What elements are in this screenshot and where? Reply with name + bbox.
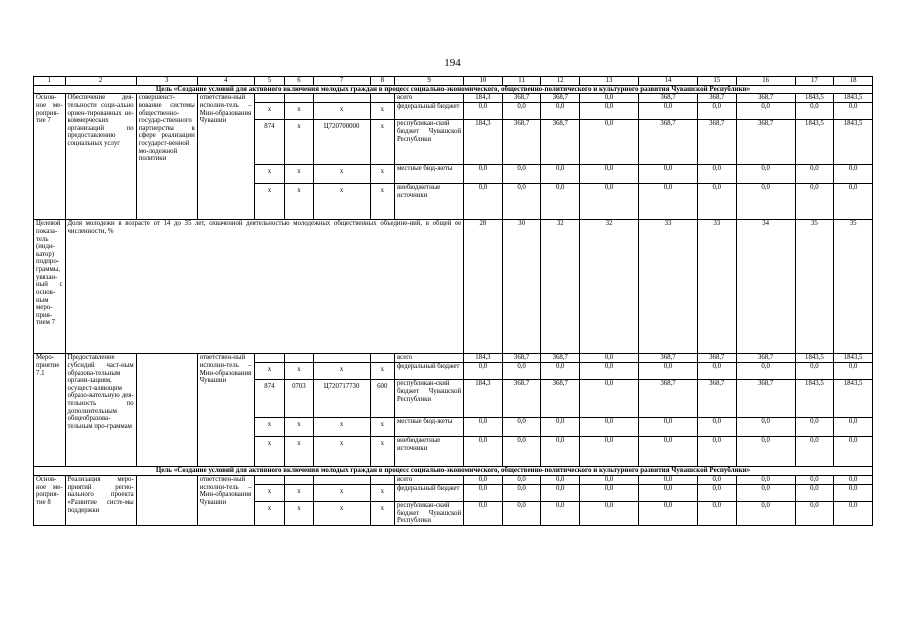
column-number: 9 — [394, 77, 463, 86]
indicator-value: 33 — [639, 220, 698, 354]
funding-row — [34, 476, 873, 485]
amount-cell: 0,0 — [639, 502, 698, 526]
column-number: 6 — [285, 77, 313, 86]
budget-code: x — [254, 103, 285, 120]
amount-cell: 0,0 — [541, 485, 580, 502]
budget-code: x — [313, 485, 370, 502]
amount-cell: 0,0 — [795, 476, 834, 485]
measure-name: Предоставление субсидий част-ным образова-тельным органи-зациям, осущест-вляющим образо-вательную дея-тельность по дополнительным общеобразова-тельным про-граммам — [65, 354, 136, 467]
amount-cell: 0,0 — [541, 103, 580, 120]
funding-source: всего — [394, 94, 463, 103]
budget-code: x — [313, 363, 370, 380]
amount-cell: 368,7 — [541, 354, 580, 363]
indicator-value: 32 — [580, 220, 639, 354]
budget-code: 874 — [254, 120, 285, 165]
amount-cell: 0,0 — [697, 476, 736, 485]
indicator-value: 30 — [502, 220, 541, 354]
amount-cell: 0,0 — [541, 363, 580, 380]
amount-cell: 1843,5 — [834, 120, 873, 165]
page-number: 194 — [444, 57, 461, 69]
amount-cell: 368,7 — [639, 354, 698, 363]
amount-cell: 0,0 — [541, 437, 580, 467]
amount-cell: 184,3 — [464, 120, 503, 165]
budget-code — [285, 354, 313, 363]
budget-code: x — [370, 485, 394, 502]
funding-source: всего — [394, 476, 463, 485]
budget-code: x — [313, 184, 370, 220]
budget-code: x — [370, 184, 394, 220]
amount-cell: 0,0 — [697, 184, 736, 220]
measure-name: Реализация меро-приятий регио-нального проекта «Развитие систе-мы поддержки — [65, 476, 136, 526]
goal-row — [34, 467, 873, 476]
amount-cell: 0,0 — [639, 363, 698, 380]
amount-cell: 1843,5 — [795, 380, 834, 418]
funding-row — [34, 354, 873, 363]
amount-cell: 0,0 — [834, 485, 873, 502]
amount-cell: 0,0 — [639, 418, 698, 437]
amount-cell: 0,0 — [464, 476, 503, 485]
amount-cell: 0,0 — [639, 165, 698, 184]
column-number: 11 — [502, 77, 541, 86]
amount-cell: 0,0 — [464, 418, 503, 437]
amount-cell: 0,0 — [697, 363, 736, 380]
column-number: 12 — [541, 77, 580, 86]
amount-cell: 368,7 — [541, 380, 580, 418]
amount-cell: 0,0 — [464, 437, 503, 467]
amount-cell: 0,0 — [502, 476, 541, 485]
budget-code — [313, 94, 370, 103]
amount-cell: 184,3 — [464, 380, 503, 418]
budget-code: x — [254, 184, 285, 220]
amount-cell: 0,0 — [736, 502, 795, 526]
goal-row — [34, 85, 873, 94]
amount-cell: 0,0 — [580, 363, 639, 380]
amount-cell: 0,0 — [464, 184, 503, 220]
budget-code: x — [285, 363, 313, 380]
budget-code — [254, 94, 285, 103]
measure-executor: ответствен-ный исполни-тель – Мин-образования Чувашии — [197, 94, 254, 220]
column-number: 8 — [370, 77, 394, 86]
budget-code: x — [370, 502, 394, 526]
amount-cell: 0,0 — [502, 363, 541, 380]
amount-cell: 0,0 — [541, 476, 580, 485]
amount-cell: 368,7 — [697, 120, 736, 165]
amount-cell: 0,0 — [736, 437, 795, 467]
budget-code: 0703 — [285, 380, 313, 418]
amount-cell: 0,0 — [580, 485, 639, 502]
column-number: 7 — [313, 77, 370, 86]
amount-cell: 0,0 — [795, 502, 834, 526]
budget-code: x — [254, 165, 285, 184]
amount-cell: 0,0 — [580, 380, 639, 418]
budget-code: x — [370, 103, 394, 120]
funding-source: всего — [394, 354, 463, 363]
column-number: 2 — [65, 77, 136, 86]
budget-code: x — [254, 502, 285, 526]
amount-cell: 0,0 — [697, 437, 736, 467]
amount-cell: 0,0 — [502, 485, 541, 502]
budget-code: x — [254, 485, 285, 502]
measure-purpose: совершенст-вование системы общественно-государ-ственного партнерства в сфере реализации государст-венной мо-лодежной политики — [136, 94, 197, 220]
amount-cell: 0,0 — [736, 103, 795, 120]
amount-cell: 368,7 — [697, 94, 736, 103]
budget-code: x — [313, 165, 370, 184]
amount-cell: 0,0 — [697, 485, 736, 502]
budget-code — [285, 94, 313, 103]
budget-code: x — [285, 485, 313, 502]
amount-cell: 0,0 — [541, 184, 580, 220]
budget-code: x — [285, 165, 313, 184]
indicator-value: 35 — [834, 220, 873, 354]
budget-code: x — [313, 103, 370, 120]
amount-cell: 0,0 — [464, 165, 503, 184]
amount-cell: 368,7 — [502, 380, 541, 418]
budget-code: Ц720717730 — [313, 380, 370, 418]
budget-code: 600 — [370, 380, 394, 418]
budget-code — [370, 476, 394, 485]
budget-code: x — [285, 184, 313, 220]
amount-cell: 1843,5 — [834, 380, 873, 418]
amount-cell: 368,7 — [736, 120, 795, 165]
amount-cell: 0,0 — [834, 363, 873, 380]
amount-cell: 0,0 — [502, 165, 541, 184]
amount-cell: 368,7 — [697, 354, 736, 363]
amount-cell: 0,0 — [639, 476, 698, 485]
amount-cell: 368,7 — [639, 120, 698, 165]
amount-cell: 0,0 — [834, 103, 873, 120]
amount-cell: 184,3 — [464, 354, 503, 363]
amount-cell: 0,0 — [697, 103, 736, 120]
budget-code: x — [370, 418, 394, 437]
budget-code: 874 — [254, 380, 285, 418]
amount-cell: 0,0 — [502, 502, 541, 526]
column-number: 14 — [639, 77, 698, 86]
budget-code: x — [254, 363, 285, 380]
budget-code: Ц720700000 — [313, 120, 370, 165]
amount-cell: 368,7 — [736, 354, 795, 363]
amount-cell: 368,7 — [502, 354, 541, 363]
amount-cell: 0,0 — [580, 103, 639, 120]
budget-code: x — [254, 418, 285, 437]
funding-source: федеральный бюджет — [394, 103, 463, 120]
amount-cell: 0,0 — [541, 418, 580, 437]
measure-kind: Меро-приятие 7.1 — [34, 354, 66, 467]
measure-purpose — [136, 354, 197, 467]
goal-heading: Цель «Создание условий для активного включения молодых граждан в процесс социально-экономического, общественно-политического и культурного развития Чувашской Республики» — [34, 467, 873, 476]
amount-cell: 368,7 — [502, 94, 541, 103]
amount-cell: 0,0 — [580, 476, 639, 485]
budget-code: x — [313, 437, 370, 467]
column-number: 3 — [136, 77, 197, 86]
budget-code — [254, 354, 285, 363]
amount-cell: 368,7 — [541, 120, 580, 165]
amount-cell: 0,0 — [639, 184, 698, 220]
amount-cell: 368,7 — [502, 120, 541, 165]
indicator-label: Целевой показа-тель (инди-катор) подпро-граммы, увязан-ный с основ-ным меро-прия-тием 7 — [34, 220, 66, 354]
amount-cell: 0,0 — [697, 502, 736, 526]
amount-cell: 1843,5 — [795, 354, 834, 363]
amount-cell: 0,0 — [834, 476, 873, 485]
amount-cell: 0,0 — [639, 485, 698, 502]
amount-cell: 0,0 — [697, 418, 736, 437]
funding-source: федеральный бюджет — [394, 363, 463, 380]
amount-cell: 0,0 — [795, 165, 834, 184]
amount-cell: 0,0 — [502, 437, 541, 467]
column-number: 5 — [254, 77, 285, 86]
funding-source: республикан-ский бюджет Чувашской Республики — [394, 120, 463, 165]
amount-cell: 368,7 — [736, 94, 795, 103]
budget-code: x — [313, 502, 370, 526]
amount-cell: 0,0 — [580, 120, 639, 165]
budget-code: x — [285, 418, 313, 437]
amount-cell: 0,0 — [834, 437, 873, 467]
amount-cell: 0,0 — [736, 485, 795, 502]
amount-cell: 0,0 — [834, 165, 873, 184]
goal-heading: Цель «Создание условий для активного включения молодых граждан в процесс социально-экономического, общественно-политического и культурного развития Чувашской Республики» — [34, 85, 873, 94]
budget-code — [370, 94, 394, 103]
amount-cell: 0,0 — [541, 165, 580, 184]
amount-cell: 0,0 — [834, 502, 873, 526]
budget-code — [254, 476, 285, 485]
amount-cell: 368,7 — [639, 380, 698, 418]
amount-cell: 1843,5 — [834, 354, 873, 363]
amount-cell: 1843,5 — [795, 94, 834, 103]
amount-cell: 0,0 — [464, 103, 503, 120]
amount-cell: 368,7 — [541, 94, 580, 103]
funding-source: республикан-ский бюджет Чувашской Республики — [394, 502, 463, 526]
column-number: 1 — [34, 77, 66, 86]
funding-source: внебюджетные источники — [394, 184, 463, 220]
column-number: 10 — [464, 77, 503, 86]
funding-source: местные бюд-жеты — [394, 165, 463, 184]
indicator-value: 35 — [795, 220, 834, 354]
measure-executor: ответствен-ный исполни-тель – Мин-образования Чувашии — [197, 354, 254, 467]
measure-purpose — [136, 476, 197, 526]
budget-code: x — [285, 120, 313, 165]
amount-cell: 0,0 — [834, 418, 873, 437]
indicator-text: Доля молодежи в возрасте от 14 до 35 лет, охваченной деятельностью молодежных общественных объедине-ний, в общей ее численности, % — [65, 220, 464, 354]
budget-code: x — [285, 502, 313, 526]
amount-cell: 0,0 — [502, 103, 541, 120]
amount-cell: 0,0 — [795, 418, 834, 437]
measure-executor: ответствен-ный исполни-тель – Мин-образования Чувашии — [197, 476, 254, 526]
amount-cell: 0,0 — [736, 363, 795, 380]
amount-cell: 0,0 — [464, 485, 503, 502]
amount-cell: 0,0 — [795, 363, 834, 380]
amount-cell: 368,7 — [639, 94, 698, 103]
measure-name: Обеспечение дея-тельности соци-ально ориен-тированных не-коммерческих организаций по предоставлению социальных услуг — [65, 94, 136, 220]
funding-source: внебюджетные источники — [394, 437, 463, 467]
amount-cell: 0,0 — [502, 184, 541, 220]
amount-cell: 1843,5 — [795, 120, 834, 165]
amount-cell: 0,0 — [795, 437, 834, 467]
budget-code — [285, 476, 313, 485]
budget-code: x — [370, 165, 394, 184]
amount-cell: 0,0 — [580, 165, 639, 184]
amount-cell: 0,0 — [736, 165, 795, 184]
amount-cell: 368,7 — [736, 380, 795, 418]
amount-cell: 184,3 — [464, 94, 503, 103]
funding-source: местные бюд-жеты — [394, 418, 463, 437]
amount-cell: 1843,5 — [834, 94, 873, 103]
column-number: 13 — [580, 77, 639, 86]
measure-kind: Основ-ное ме-роприя-тие 8 — [34, 476, 66, 526]
indicator-row — [34, 220, 873, 354]
amount-cell: 0,0 — [464, 502, 503, 526]
amount-cell: 0,0 — [834, 184, 873, 220]
funding-source: республикан-ский бюджет Чувашской Республики — [394, 380, 463, 418]
amount-cell: 0,0 — [736, 418, 795, 437]
column-number-row — [34, 77, 873, 86]
amount-cell: 0,0 — [580, 437, 639, 467]
column-number: 18 — [834, 77, 873, 86]
budget-code: x — [370, 120, 394, 165]
column-number: 15 — [697, 77, 736, 86]
column-number: 16 — [736, 77, 795, 86]
amount-cell: 0,0 — [639, 103, 698, 120]
indicator-value: 32 — [541, 220, 580, 354]
budget-code: x — [313, 418, 370, 437]
budget-code — [313, 354, 370, 363]
measure-kind: Основ-ное ме-роприя-тие 7 — [34, 94, 66, 220]
budget-code: x — [370, 437, 394, 467]
amount-cell: 0,0 — [580, 184, 639, 220]
column-number: 4 — [197, 77, 254, 86]
amount-cell: 0,0 — [580, 354, 639, 363]
amount-cell: 0,0 — [580, 94, 639, 103]
amount-cell: 0,0 — [736, 476, 795, 485]
indicator-value: 34 — [736, 220, 795, 354]
amount-cell: 0,0 — [795, 103, 834, 120]
funding-source: федеральный бюджет — [394, 485, 463, 502]
amount-cell: 0,0 — [795, 485, 834, 502]
budget-code — [313, 476, 370, 485]
budget-table — [33, 76, 873, 526]
indicator-value: 28 — [464, 220, 503, 354]
amount-cell: 0,0 — [580, 418, 639, 437]
budget-code: x — [370, 363, 394, 380]
amount-cell: 0,0 — [736, 184, 795, 220]
budget-code: x — [285, 437, 313, 467]
indicator-value: 33 — [697, 220, 736, 354]
amount-cell: 0,0 — [502, 418, 541, 437]
budget-code: x — [285, 103, 313, 120]
amount-cell: 0,0 — [795, 184, 834, 220]
budget-code — [370, 354, 394, 363]
amount-cell: 0,0 — [464, 363, 503, 380]
amount-cell: 0,0 — [580, 502, 639, 526]
amount-cell: 0,0 — [541, 502, 580, 526]
amount-cell: 368,7 — [697, 380, 736, 418]
funding-row — [34, 94, 873, 103]
amount-cell: 0,0 — [639, 437, 698, 467]
column-number: 17 — [795, 77, 834, 86]
budget-code: x — [254, 437, 285, 467]
amount-cell: 0,0 — [697, 165, 736, 184]
